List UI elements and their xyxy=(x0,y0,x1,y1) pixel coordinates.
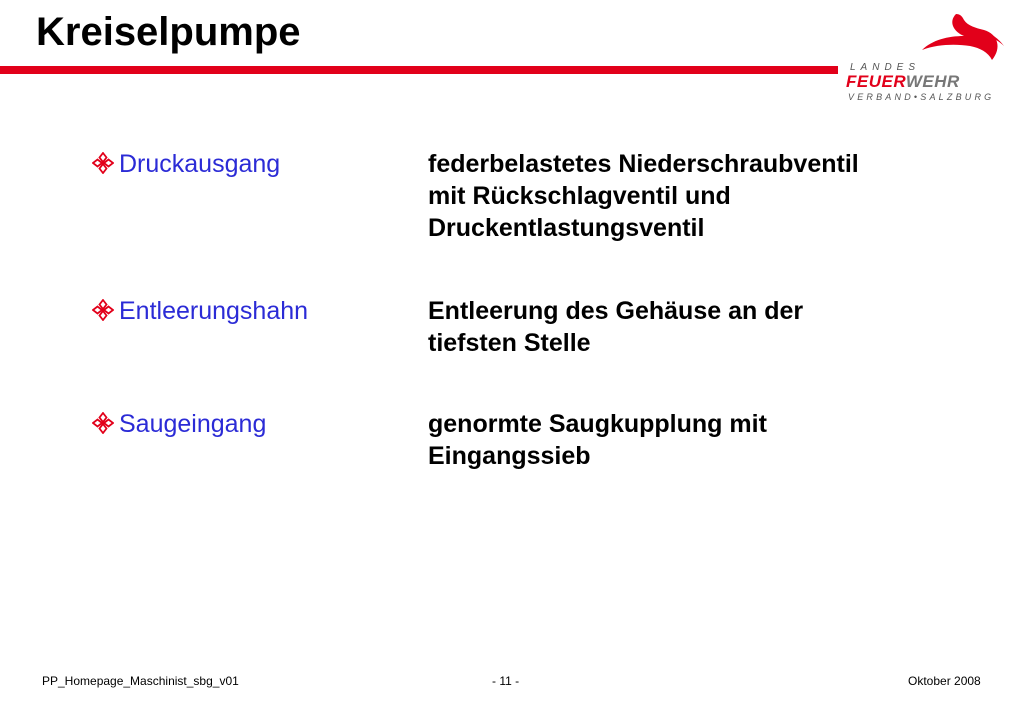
item-description xyxy=(428,148,988,244)
diamond-quad-bullet-icon xyxy=(92,299,114,321)
title-rule xyxy=(0,66,838,74)
footer-page-number: - 11 - xyxy=(492,674,520,688)
item-description xyxy=(428,408,988,472)
item-description-line: Druckentlastungsventil xyxy=(428,214,705,242)
diamond-quad-bullet-icon xyxy=(92,152,114,174)
logo-verband-text: VERBAND•SALZBURG xyxy=(848,92,995,102)
logo-brand-feuer: FEUER xyxy=(846,72,906,91)
item-description-line: federbelastetes Niederschraubventil xyxy=(428,150,859,178)
item-term: Saugeingang xyxy=(119,410,267,438)
feuerwehr-swoosh-icon xyxy=(918,12,1008,64)
footer-date: Oktober 2008 xyxy=(908,674,981,688)
item-description-line: Eingangssieb xyxy=(428,442,591,470)
diamond-quad-bullet-icon xyxy=(92,412,114,434)
item-description-line: genormte Saugkupplung mit xyxy=(428,410,767,438)
item-description xyxy=(428,295,988,359)
footer-filename: PP_Homepage_Maschinist_sbg_v01 xyxy=(42,674,239,688)
feuerwehr-logo xyxy=(842,12,1012,102)
item-term: Druckausgang xyxy=(119,150,281,178)
item-description-line: tiefsten Stelle xyxy=(428,329,591,357)
slide-title: Kreiselpumpe xyxy=(36,10,301,54)
logo-brand-text xyxy=(846,72,960,92)
item-description-line: Entleerung des Gehäuse an der xyxy=(428,297,804,325)
item-term: Entleerungshahn xyxy=(119,297,309,325)
logo-landes-text: LANDES xyxy=(850,62,921,73)
item-description-line: mit Rückschlagventil und xyxy=(428,182,731,210)
logo-brand-wehr: WEHR xyxy=(905,72,960,91)
